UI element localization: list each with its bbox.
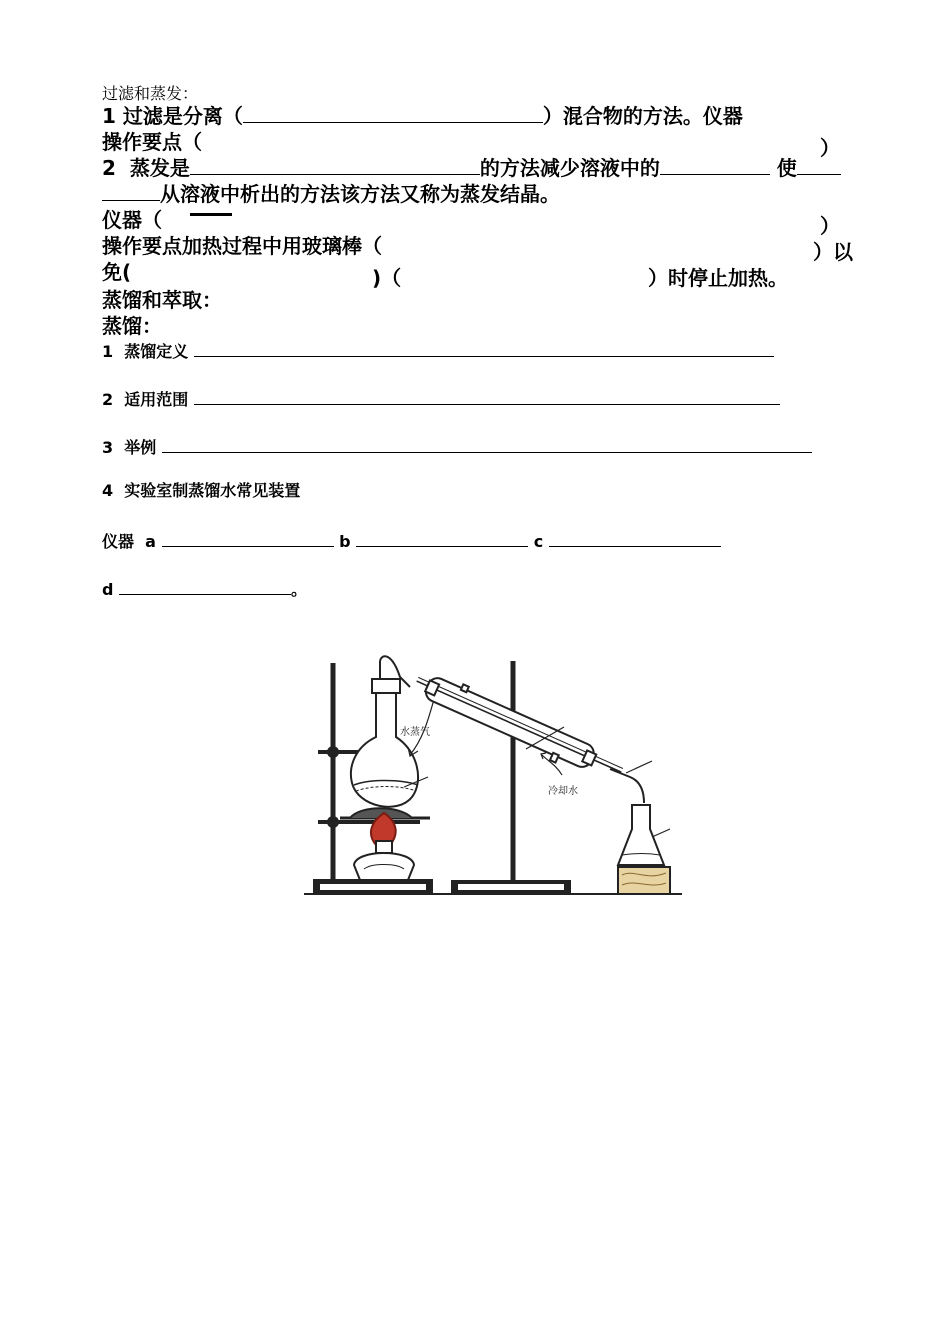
distillation-apparatus-figure [300, 655, 690, 900]
subheading-distillation: 蒸馏： [102, 314, 162, 338]
label-steam: 水蒸气 [400, 727, 430, 738]
mid-text: )（ [372, 266, 402, 290]
section-heading-filtration: 过滤和蒸发： [102, 84, 199, 103]
q-label: 2 适用范围 [102, 390, 189, 409]
evaporation-continued [102, 184, 560, 204]
adapter [610, 769, 644, 803]
answer-blank[interactable] [102, 184, 160, 201]
label-b: b [339, 532, 351, 551]
label-c: c [533, 532, 544, 551]
answer-blank[interactable] [194, 340, 774, 357]
section-heading-distillation: 蒸馏和萃取： [102, 288, 222, 312]
alcohol-lamp [354, 853, 414, 880]
filtration-key-points: 操作要点（ [102, 130, 202, 154]
steam-arrow [410, 693, 436, 755]
q2-suffix: 使 [769, 156, 797, 180]
question-example [102, 436, 812, 456]
q-label: 3 举例 [102, 438, 157, 457]
suffix-text: ）以 [813, 240, 853, 264]
close-paren: ） [820, 214, 840, 238]
answer-blank-b[interactable] [356, 530, 528, 547]
answer-blank[interactable] [162, 436, 812, 453]
short-rule [190, 213, 232, 216]
evaporation-text: 从溶液中析出的方法该方法又称为蒸发结晶。 [160, 182, 560, 206]
q2-prefix: 2 蒸发是 [102, 156, 190, 180]
q1-suffix: ）混合物的方法。仪器 [542, 104, 743, 128]
q-label: 1 蒸馏定义 [102, 342, 189, 361]
answer-blank[interactable] [660, 158, 770, 175]
q2-mid: 的方法减少溶液中的 [479, 156, 660, 180]
answer-blank[interactable] [243, 106, 543, 123]
answer-blank-a[interactable] [162, 530, 334, 547]
label-cooling-water: 冷却水 [548, 786, 578, 797]
answer-blank[interactable] [190, 158, 480, 175]
wooden-block [618, 867, 670, 894]
stop-heating-text: ）时停止加热。 [648, 266, 788, 290]
evaporation-instruments: 仪器（ [102, 208, 162, 232]
evaporation-key-points: 操作要点加热过程中用玻璃棒（ [102, 234, 382, 258]
label-a: 仪器 a [102, 532, 156, 551]
label-d: d [102, 580, 114, 599]
avoid-text: 免( [102, 260, 132, 284]
answer-blank-c[interactable] [549, 530, 721, 547]
question-scope [102, 388, 780, 408]
q1-prefix: 1 过滤是分离（ [102, 104, 243, 128]
instrument-d [102, 578, 307, 598]
question-1-filtration [102, 106, 743, 126]
question-2-evaporation [102, 158, 841, 178]
answer-blank[interactable] [797, 158, 841, 175]
instrument-list [102, 530, 721, 550]
close-paren: ） [820, 136, 840, 160]
answer-blank[interactable] [194, 388, 780, 405]
answer-blank-d[interactable] [119, 578, 291, 595]
question-definition [102, 340, 774, 360]
question-apparatus: 4 实验室制蒸馏水常见装置 [102, 481, 301, 500]
period: 。 [291, 580, 308, 599]
